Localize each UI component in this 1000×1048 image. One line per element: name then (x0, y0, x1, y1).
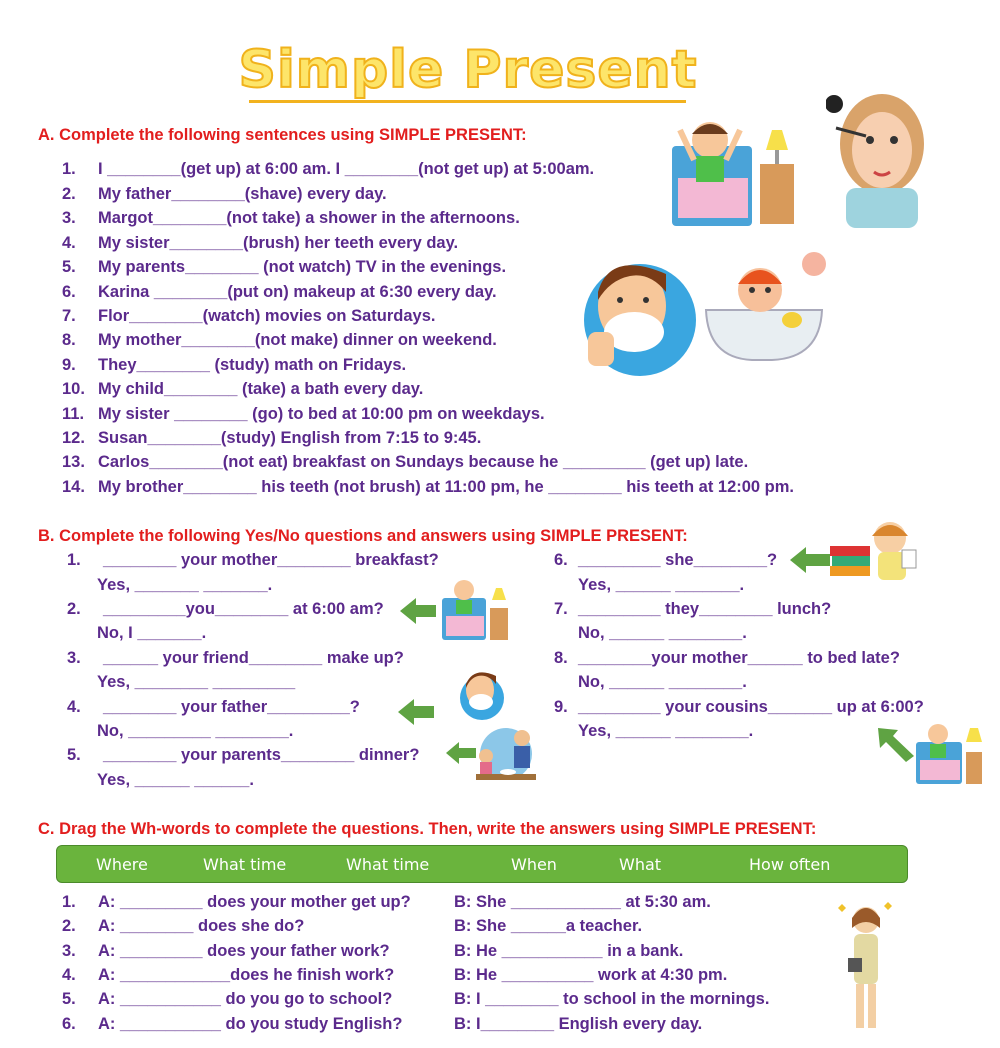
word-chip-what[interactable]: What (619, 855, 662, 874)
answer-line: B: He ___________ in a bank. (454, 942, 684, 960)
list-item: 4. My sister________(brush) her teeth every day. (62, 234, 459, 252)
question-line: 8. ________your mother______ to bed late? (554, 649, 900, 667)
list-item: 5. My parents________ (not watch) TV in the evenings. (62, 258, 507, 276)
word-chip-what-time[interactable]: What time (203, 855, 287, 874)
list-item: 10. My child________ (take) a bath every day. (62, 380, 424, 398)
question-line: 3. A: _________ does your father work? (62, 942, 390, 960)
question-line: 6. _________ she________? (554, 551, 778, 569)
section-b-heading: B. Complete the following Yes/No questions and answers using SIMPLE PRESENT: (38, 527, 688, 545)
woman-makeup-icon (826, 88, 930, 228)
girl-reading-icon (828, 516, 926, 586)
list-item: 7. Flor________(watch) movies on Saturdays. (62, 307, 436, 325)
answer-line: B: He __________ work at 4:30 pm. (454, 966, 728, 984)
question-line: 7. _________ they________ lunch? (554, 600, 832, 618)
boy-waking-up-icon (668, 106, 798, 232)
list-item: 11. My sister ________ (go) to bed at 10:00 pm on weekdays. (62, 405, 545, 423)
question-line: 5. A: ___________ do you go to school? (62, 990, 393, 1008)
question-line: 1. A: _________ does your mother get up? (62, 893, 411, 911)
answer-line: No, ______ ________. (578, 673, 747, 691)
section-a-heading: A. Complete the following sentences using SIMPLE PRESENT: (38, 126, 527, 144)
man-shaving-icon (458, 660, 504, 726)
question-line: 5. ________ your parents________ dinner? (67, 746, 420, 764)
question-line: 2. A: ________ does she do? (62, 917, 305, 935)
question-line: 9. _________ your cousins_______ up at 6:00? (554, 698, 924, 716)
list-item: 12. Susan________(study) English from 7:15 to 9:45. (62, 429, 482, 447)
woman-teacher-icon (832, 898, 896, 1036)
question-line: 3. ______ your friend________ make up? (67, 649, 404, 667)
boy-waking-up-icon (440, 572, 510, 642)
answer-line: No, _________ ________. (97, 722, 294, 740)
list-item: 6. Karina ________(put on) makeup at 6:30 every day. (62, 283, 497, 301)
answer-line: B: I________ English every day. (454, 1015, 703, 1033)
answer-line: Yes, ______ ______. (97, 771, 254, 789)
arrow-left-icon (876, 726, 916, 762)
answer-line: B: She ____________ at 5:30 am. (454, 893, 711, 911)
word-chip-when[interactable]: When (511, 855, 557, 874)
question-line: 1. ________ your mother________ breakfast? (67, 551, 439, 569)
section-c-heading: C. Drag the Wh-words to complete the questions. Then, write the answers using SIMPLE PRESENT: (38, 820, 817, 838)
answer-line: Yes, _______ _______. (97, 576, 273, 594)
question-line: 4. ________ your father_________? (67, 698, 360, 716)
answer-line: No, I _______. (97, 624, 207, 642)
baby-bath-icon (702, 250, 832, 376)
answer-line: No, ______ ________. (578, 624, 747, 642)
list-item: 3. Margot________(not take) a shower in the afternoons. (62, 209, 520, 227)
arrow-left-icon (398, 697, 434, 727)
list-item: 8. My mother________(not make) dinner on weekend. (62, 331, 497, 349)
word-chip-where[interactable]: Where (96, 855, 148, 874)
answer-line: B: She ______a teacher. (454, 917, 643, 935)
boy-waking-up-icon (914, 718, 984, 786)
word-chip-how-often[interactable]: How often (749, 855, 831, 874)
list-item: 9. They________ (study) math on Fridays. (62, 356, 407, 374)
title-underline (249, 100, 686, 103)
list-item: 13. Carlos________(not eat) breakfast on Sundays because he _________ (get up) late. (62, 453, 749, 471)
page-title: Simple Present (238, 40, 698, 100)
list-item: 14. My brother________ his teeth (not brush) at 11:00 pm, he ________ his teeth at 12:00 pm. (62, 478, 795, 496)
arrow-left-icon (790, 545, 830, 575)
list-item: 1. I ________(get up) at 6:00 am. I ________(not get up) at 5:00am. (62, 160, 595, 178)
man-shaving-icon (570, 240, 698, 382)
word-chip-what-time[interactable]: What time (346, 855, 430, 874)
list-item: 2. My father________(shave) every day. (62, 185, 387, 203)
question-line: 4. A: ____________does he finish work? (62, 966, 395, 984)
answer-line: Yes, ______ _______. (578, 576, 745, 594)
answer-line: Yes, ______ ________. (578, 722, 754, 740)
question-line: 6. A: ___________ do you study English? (62, 1015, 403, 1033)
answer-line: B: I ________ to school in the mornings. (454, 990, 770, 1008)
arrow-left-icon (400, 596, 436, 626)
family-dinner-icon (468, 724, 544, 794)
answer-line: Yes, ________ _________ (97, 673, 296, 691)
question-line: 2. _________you________ at 6:00 am? (67, 600, 384, 618)
